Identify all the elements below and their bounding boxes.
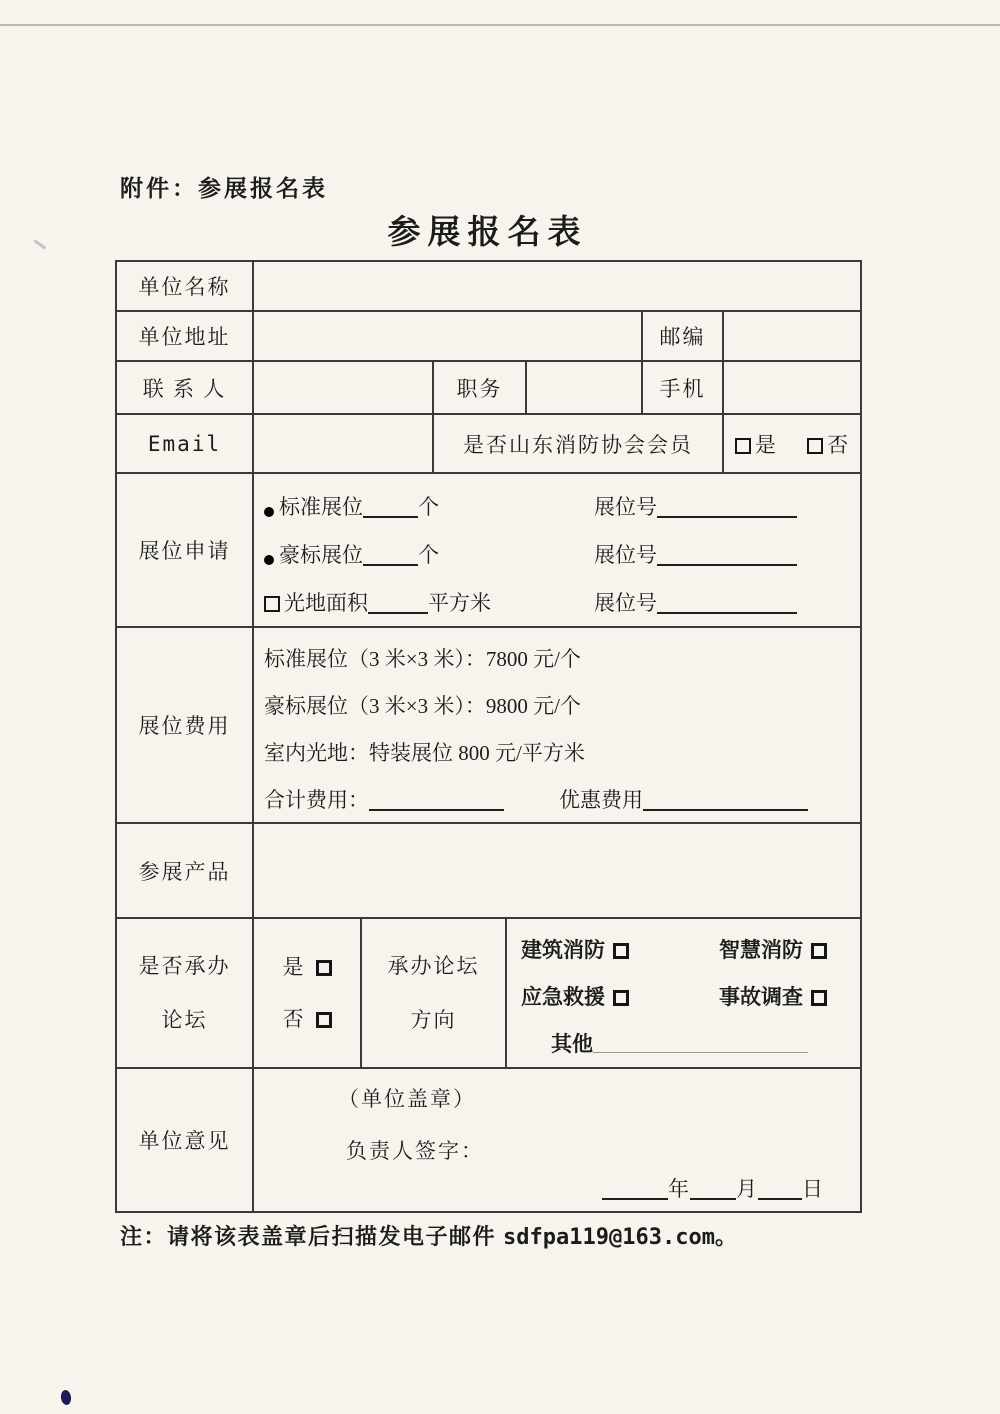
position-field [526, 361, 642, 414]
forum-opt-building-label: 建筑消防 [521, 938, 605, 962]
form-title: 参展报名表 [387, 215, 588, 251]
booth-apply-content [253, 473, 861, 627]
products-label: 参展产品 [116, 823, 253, 918]
month-blank [690, 1180, 736, 1200]
membership-yes-label: 是 [754, 432, 777, 457]
deluxe-booth-qty-blank [363, 546, 418, 566]
ink-dot-artifact [60, 1389, 72, 1405]
booth-rawspace-line [264, 578, 860, 626]
rawspace-checkbox-icon [264, 596, 280, 612]
footer-note [120, 1220, 738, 1251]
footer-note-text: 注：请将该表盖章后扫描发电子邮件 [120, 1224, 504, 1249]
table-row-unit-name [116, 261, 861, 311]
booth-number-label: 展位号 [594, 591, 657, 615]
deluxe-booth-label: 豪标展位 [279, 543, 363, 567]
table-row-unit-address [116, 311, 861, 361]
position-label: 职务 [433, 361, 526, 414]
forum-opt-building-checkbox-icon [613, 943, 629, 959]
standard-booth-label: 标准展位 [279, 495, 363, 519]
booth-number-blank [657, 594, 797, 614]
year-blank [602, 1180, 668, 1200]
forum-opt-rescue-checkbox-icon [613, 990, 629, 1006]
booth-fee-content [253, 627, 861, 823]
contact-field [253, 361, 433, 414]
standard-booth-unit: 个 [418, 495, 439, 519]
footer-note-period: 。 [714, 1224, 739, 1249]
table-row-forum [116, 918, 861, 1068]
deluxe-booth-radio-icon [264, 555, 274, 565]
booth-number-blank [657, 498, 797, 518]
fee-total-label: 合计费用： [264, 787, 369, 812]
scan-artifact-mark [33, 239, 46, 249]
booth-number-label: 展位号 [594, 543, 657, 567]
scan-edge-line [0, 24, 1000, 26]
forum-yes-checkbox-icon [316, 960, 332, 976]
membership-question-label: 是否山东消防协会会员 [433, 414, 723, 473]
day-blank [758, 1180, 802, 1200]
opinion-label: 单位意见 [116, 1068, 253, 1212]
booth-deluxe-line [264, 530, 860, 578]
standard-booth-qty-blank [363, 498, 418, 518]
unit-seal-label: （单位盖章） [338, 1087, 476, 1111]
unit-address-label: 单位地址 [116, 311, 253, 361]
booth-apply-label: 展位申请 [116, 473, 253, 627]
booth-standard-line [264, 482, 860, 530]
table-row-contact [116, 361, 861, 414]
membership-no-checkbox-icon [807, 438, 823, 454]
booth-fee-label: 展位费用 [116, 627, 253, 823]
membership-yes-checkbox-icon [735, 438, 751, 454]
membership-choice-cell [723, 414, 861, 473]
table-row-opinion [116, 1068, 861, 1212]
contact-label: 联 系 人 [116, 361, 253, 414]
email-field [253, 414, 433, 473]
forum-opt-investigation-checkbox-icon [811, 990, 827, 1006]
standard-booth-radio-icon [264, 507, 274, 517]
date-line [602, 1173, 824, 1203]
unit-name-field [253, 261, 861, 311]
rawspace-unit: 平方米 [428, 591, 491, 615]
forum-question-label: 是否承办 论坛 [116, 918, 253, 1068]
table-row-booth-apply [116, 473, 861, 627]
fee-deluxe-line: 豪标展位（3 米×3 米）：9800 元/个 [264, 693, 581, 718]
forum-other-label: 其他 [551, 1032, 593, 1056]
forum-no-checkbox-icon [316, 1012, 332, 1028]
forum-direction-label: 承办论坛 方向 [361, 918, 506, 1068]
forum-other-line [521, 1020, 860, 1067]
products-field [253, 823, 861, 918]
forum-opt-investigation-label: 事故调查 [719, 985, 803, 1009]
unit-address-field [253, 311, 642, 361]
mobile-label: 手机 [642, 361, 723, 414]
unit-name-label: 单位名称 [116, 261, 253, 311]
forum-yes-no-cell [253, 918, 361, 1068]
footer-note-email: sdfpa119@163.com [503, 1225, 715, 1250]
forum-yes-label: 是 [282, 955, 308, 979]
fee-discount-label: 优惠费用 [559, 787, 643, 812]
rawspace-area-blank [368, 594, 428, 614]
fee-standard-line: 标准展位（3 米×3 米）：7800 元/个 [264, 646, 581, 671]
table-row-products [116, 823, 861, 918]
forum-options-line2 [521, 973, 860, 1020]
signature-label: 负责人签字： [346, 1139, 484, 1163]
forum-options-line1 [521, 926, 860, 973]
booth-number-label: 展位号 [594, 495, 657, 519]
mobile-field [723, 361, 861, 414]
fee-total-line [264, 775, 860, 822]
deluxe-booth-unit: 个 [418, 543, 439, 567]
rawspace-label: 光地面积 [284, 591, 368, 615]
fee-rawspace-line: 室内光地：特装展位 800 元/平方米 [264, 740, 585, 765]
month-label: 月 [736, 1177, 759, 1201]
forum-opt-smart-label: 智慧消防 [719, 938, 803, 962]
attachment-heading: 附件：参展报名表 [120, 176, 328, 201]
forum-no-label: 否 [282, 1007, 308, 1031]
table-row-booth-fee [116, 627, 861, 823]
forum-other-blank [593, 1033, 808, 1053]
day-label: 日 [802, 1177, 825, 1201]
forum-opt-smart-checkbox-icon [811, 943, 827, 959]
forum-opt-rescue-label: 应急救援 [521, 985, 605, 1009]
registration-form-table [115, 260, 862, 1213]
opinion-content [253, 1068, 861, 1212]
postal-code-label: 邮编 [642, 311, 723, 361]
email-label: Email [116, 414, 253, 473]
postal-code-field [723, 311, 861, 361]
membership-no-label: 否 [827, 432, 850, 457]
forum-options-cell [506, 918, 861, 1068]
year-label: 年 [668, 1177, 691, 1201]
table-row-email-membership [116, 414, 861, 473]
fee-total-blank [369, 791, 504, 811]
fee-discount-blank [643, 791, 808, 811]
booth-number-blank [657, 546, 797, 566]
